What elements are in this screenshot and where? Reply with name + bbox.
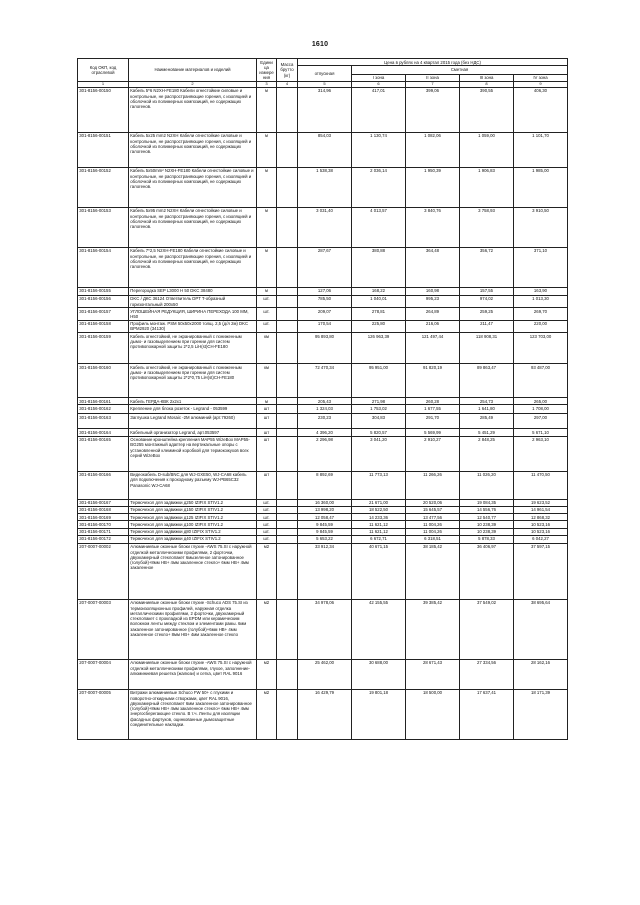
row-zone-1-price: 40 671,15 (352, 543, 406, 599)
row-mass (277, 471, 298, 499)
row-zone-2-price: 399,06 (406, 87, 460, 132)
row-zone-4-price: 19 623,52 (514, 499, 568, 506)
row-mass (277, 333, 298, 364)
row-zone-1-price: 19 801,18 (352, 689, 406, 739)
row-unit: м (257, 167, 277, 207)
row-zone-4-price: 37 597,15 (514, 543, 568, 599)
row-zone-4-price: 123 703,00 (514, 333, 568, 364)
row-zone-2-price: 3 840,76 (406, 207, 460, 247)
row-mass (277, 207, 298, 247)
row-release-price: 1 538,38 (298, 167, 352, 207)
row-name: УГЛОШЕЙНАЯ РЕДУКЦИЯ, ШИРИНА ПЕРЕХОДА 100 ММ, H50 (129, 308, 257, 320)
table-row (78, 535, 568, 543)
row-zone-4-price: 265,00 (514, 398, 568, 405)
row-unit: м (257, 87, 277, 132)
row-zone-3-price: 19 084,35 (460, 499, 514, 506)
row-zone-3-price: 974,02 (460, 295, 514, 307)
row-unit: м2 (257, 543, 277, 599)
row-name: Основание кронштейна крепления MAP55 WizeBox MAP55-BG255 монтажный адаптер на вертикальные опоры с установленной клеммной коробкой для термокожухов всех серий WizeBox (129, 436, 257, 471)
row-unit: м (257, 207, 277, 247)
row-zone-3-price: 14 556,76 (460, 506, 514, 513)
row-zone-1-price: 18 522,50 (352, 506, 406, 513)
row-release-price: 16 360,00 (298, 499, 352, 506)
price-table (77, 58, 568, 740)
col-header-zone-1: I зона (352, 74, 406, 81)
row-release-price: 9 845,59 (298, 528, 352, 535)
row-unit: шт. (257, 528, 277, 535)
row-zone-1-price: 304,83 (352, 414, 406, 429)
row-release-price: 209,07 (298, 308, 352, 320)
row-unit: км (257, 364, 277, 398)
row-code: 301-8156-00158 (78, 320, 129, 332)
row-zone-2-price: 6 318,51 (406, 535, 460, 543)
row-mass (277, 287, 298, 295)
row-release-price: 854,03 (298, 132, 352, 167)
row-zone-4-price: 163,90 (514, 287, 568, 295)
row-name: Кабель огнестойкий, не экранированный с пониженным дымо- и газовыделением при горении для систем противопожарной защиты 2*2*0,75 LiH(st)CH-FE180 (129, 364, 257, 398)
row-unit: м2 (257, 599, 277, 659)
row-release-price: 205,43 (298, 398, 352, 405)
col-header-unit: Едини ца измере ния (257, 59, 277, 82)
row-name: Термочехол для задвижки д250 IZIFIX STIV1.2 (129, 499, 257, 506)
table-row (78, 333, 568, 364)
row-zone-1-price: 126 963,39 (352, 333, 406, 364)
table-row (78, 528, 568, 535)
row-zone-3-price: 5 878,33 (460, 535, 514, 543)
row-zone-1-price: 11 621,12 (352, 521, 406, 528)
row-zone-1-price: 21 671,00 (352, 499, 406, 506)
row-code: 301-8156-00152 (78, 167, 129, 207)
table-row (78, 405, 568, 414)
row-zone-3-price: 11 026,20 (460, 471, 514, 499)
row-code: 301-8156-00157 (78, 308, 129, 320)
table-row (78, 514, 568, 521)
row-zone-1-price: 95 951,00 (352, 364, 406, 398)
row-zone-1-price: 6 672,71 (352, 535, 406, 543)
row-zone-2-price: 1 950,39 (406, 167, 460, 207)
col-number: 6 (352, 81, 406, 87)
row-zone-1-price: 271,98 (352, 398, 406, 405)
row-name: Кабель 5x50mm² N2XH-FE180 Кабели огнестойкие силовые и контрольные, не распространяющие горения, с изоляцией и оболочкой из полимерных композиций, не содержащих галогенов. (129, 167, 257, 207)
row-mass (277, 308, 298, 320)
row-zone-2-price: 121 497,44 (406, 333, 460, 364)
row-release-price: 3 031,40 (298, 207, 352, 247)
row-zone-4-price: 269,70 (514, 308, 568, 320)
row-mass (277, 132, 298, 167)
row-name: Заглушка Legrand Mosaic -2M алюминий (арт.79260) (129, 414, 257, 429)
col-number: 4 (277, 81, 298, 87)
row-mass (277, 506, 298, 513)
table-row (78, 414, 568, 429)
table-row (78, 659, 568, 689)
row-unit: м (257, 132, 277, 167)
table-row (78, 599, 568, 659)
row-zone-4-price: 1 013,30 (514, 295, 568, 307)
row-zone-1-price: 30 688,00 (352, 659, 406, 689)
row-unit: м (257, 398, 277, 405)
row-mass (277, 320, 298, 332)
row-code: 301-8156-00167 (78, 499, 129, 506)
row-mass (277, 535, 298, 543)
row-zone-4-price: 3 910,50 (514, 207, 568, 247)
row-zone-2-price: 995,23 (406, 295, 460, 307)
row-code: 301-8156-00159 (78, 333, 129, 364)
row-zone-1-price: 11 773,13 (352, 471, 406, 499)
row-unit: км (257, 333, 277, 364)
row-unit: шт. (257, 499, 277, 506)
row-release-price: 314,96 (298, 87, 352, 132)
row-mass (277, 414, 298, 429)
row-mass (277, 167, 298, 207)
row-zone-3-price: 157,55 (460, 287, 514, 295)
row-zone-4-price: 28 162,16 (514, 659, 568, 689)
row-zone-4-price: 38 695,64 (514, 599, 568, 659)
row-zone-1-price: 168,22 (352, 287, 406, 295)
row-zone-4-price: 1 101,70 (514, 132, 568, 167)
row-unit: м2 (257, 659, 277, 689)
row-code: 301-8156-00154 (78, 247, 129, 287)
row-name: Термочехол для задвижки д125 IZIFIX STIV1.2 (129, 514, 257, 521)
row-code: 207-0007-00003 (78, 599, 129, 659)
row-zone-1-price: 42 155,55 (352, 599, 406, 659)
col-number: 2 (129, 81, 257, 87)
row-code: 301-8156-00162 (78, 405, 129, 414)
row-name: Профиль монтаж. PSM 50x50x2000 толщ. 2,5 (д/л 2м) DKC BPM2920 (34130) (129, 320, 257, 332)
col-header-name: Наименование материалов и изделий (129, 59, 257, 82)
row-code: 207-0007-00002 (78, 543, 129, 599)
row-zone-2-price: 216,06 (406, 320, 460, 332)
row-code: 301-8156-00163 (78, 414, 129, 429)
row-release-price: 25 462,00 (298, 659, 352, 689)
table-row (78, 207, 568, 247)
row-unit: м (257, 247, 277, 287)
row-unit: шт (257, 414, 277, 429)
row-zone-3-price: 211,47 (460, 320, 514, 332)
table-row (78, 471, 568, 499)
row-release-price: 33 912,34 (298, 543, 352, 599)
header-row-1 (78, 59, 568, 66)
col-header-estimate: Сметная (352, 66, 568, 74)
row-zone-3-price: 1 906,83 (460, 167, 514, 207)
row-zone-3-price: 254,73 (460, 398, 514, 405)
col-header-price-group: Цена в рублях на 4 квартал 2015 года (без НДС) (298, 59, 568, 66)
row-code: 301-8156-00164 (78, 429, 129, 436)
row-release-price: 2 296,98 (298, 436, 352, 471)
row-mass (277, 247, 298, 287)
table-row (78, 167, 568, 207)
row-zone-1-price: 417,01 (352, 87, 406, 132)
row-zone-2-price: 2 910,27 (406, 436, 460, 471)
row-code: 301-8156-00170 (78, 521, 129, 528)
row-code: 301-8156-00153 (78, 207, 129, 247)
row-zone-1-price: 5 820,57 (352, 429, 406, 436)
row-zone-1-price: 11 621,12 (352, 528, 406, 535)
page-number: 1610 (311, 41, 329, 48)
row-code: 301-8156-00168 (78, 506, 129, 513)
row-release-price: 170,54 (298, 320, 352, 332)
row-mass (277, 659, 298, 689)
row-mass (277, 689, 298, 739)
row-zone-2-price: 364,48 (406, 247, 460, 287)
row-name: Кабельный организатор Legrand, арт.053597 (129, 429, 257, 436)
row-release-price: 34 978,06 (298, 599, 352, 659)
row-code: 301-8156-00166 (78, 471, 129, 499)
row-zone-4-price: 10 523,16 (514, 528, 568, 535)
row-zone-3-price: 390,55 (460, 87, 514, 132)
row-mass (277, 429, 298, 436)
row-zone-1-price: 1 753,02 (352, 405, 406, 414)
row-zone-2-price: 264,89 (406, 308, 460, 320)
row-zone-3-price: 1 059,00 (460, 132, 514, 167)
row-zone-4-price: 406,30 (514, 87, 568, 132)
row-zone-2-price: 38 185,42 (406, 543, 460, 599)
row-code: 301-8156-00150 (78, 87, 129, 132)
table-row (78, 132, 568, 167)
row-zone-4-price: 297,00 (514, 414, 568, 429)
row-zone-4-price: 14 961,54 (514, 506, 568, 513)
row-zone-3-price: 37 549,02 (460, 599, 514, 659)
row-zone-3-price: 17 637,41 (460, 689, 514, 739)
table-row (78, 87, 568, 132)
row-name: Кабель ГЕРДА-КВК 2х2х1 (129, 398, 257, 405)
row-release-price: 5 653,22 (298, 535, 352, 543)
table-row (78, 287, 568, 295)
row-name: Алюминиевые оконные блоки глухие -AWS 75.SI с наружной отделкой металлическими профилями, глухое, заполнение-алюминиевая решетка (жалюзи) и сетка, цвет RAL 9016 (129, 659, 257, 689)
col-header-zone-3: III зона (460, 74, 514, 81)
row-name: Кабель 5x25 mm2 N2XH Кабели огнестойкие силовые и контрольные, не распространяющие горения, с изоляцией и оболочкой из полимерных композиций, не содержащих галогенов. (129, 132, 257, 167)
row-name: Термочехол для задвижки д150 IZIFIX STIV1.2 (129, 506, 257, 513)
row-zone-3-price: 1 641,80 (460, 405, 514, 414)
row-name: Термочехол для задвижки д80 IZIFIX STIV1.2 (129, 528, 257, 535)
row-zone-2-price: 5 569,99 (406, 429, 460, 436)
table-row (78, 364, 568, 398)
row-zone-1-price: 278,81 (352, 308, 406, 320)
row-zone-4-price: 371,10 (514, 247, 568, 287)
row-zone-1-price: 14 233,36 (352, 514, 406, 521)
row-zone-4-price: 93 487,00 (514, 364, 568, 398)
row-release-price: 287,67 (298, 247, 352, 287)
row-zone-1-price: 225,80 (352, 320, 406, 332)
col-number: 1 (78, 81, 129, 87)
row-code: 207-0007-00005 (78, 689, 129, 739)
row-name: Крепление для блока розеток - Legrand - 053599 (129, 405, 257, 414)
table-row (78, 308, 568, 320)
row-name: Кабель огнестойкий, не экранированный с пониженным дымо- и газовыделением при горении для систем противопожарной защиты 2*2,5 LiH(st)CH-FE180 (129, 333, 257, 364)
row-mass (277, 521, 298, 528)
row-code: 207-0007-00004 (78, 659, 129, 689)
row-mass (277, 599, 298, 659)
row-zone-4-price: 11 470,50 (514, 471, 568, 499)
row-code: 301-8156-00165 (78, 436, 129, 471)
row-name: Кабель 5*6 N2XH-FE180 Кабели огнестойкие силовые и контрольные, не распространяющие горения, с изоляцией и оболочкой из полимерных композиций, не содержащих галогенов. (129, 87, 257, 132)
row-zone-3-price: 89 863,47 (460, 364, 514, 398)
row-unit: шт. (257, 535, 277, 543)
row-mass (277, 514, 298, 521)
row-release-price: 230,23 (298, 414, 352, 429)
row-zone-2-price: 11 004,26 (406, 528, 460, 535)
row-name: Видеокабель D-sub/BNC для WJ-GXE50, WJ-CA68 кабель для подключения к проходному разъему WJ-PB65C32 Panasonic WJ-CA68 (129, 471, 257, 499)
col-number: 5 (298, 81, 352, 87)
row-mass (277, 295, 298, 307)
row-code: 301-8156-00172 (78, 535, 129, 543)
row-zone-2-price: 1 082,06 (406, 132, 460, 167)
row-mass (277, 87, 298, 132)
row-zone-3-price: 3 758,93 (460, 207, 514, 247)
row-zone-2-price: 13 477,56 (406, 514, 460, 521)
table-row (78, 429, 568, 436)
row-zone-2-price: 291,70 (406, 414, 460, 429)
row-zone-2-price: 15 645,57 (406, 506, 460, 513)
row-zone-2-price: 39 385,42 (406, 599, 460, 659)
col-header-mass: Масса брутто (кг) (277, 59, 298, 82)
table-row (78, 543, 568, 599)
row-mass (277, 436, 298, 471)
row-zone-4-price: 18 171,39 (514, 689, 568, 739)
row-zone-2-price: 11 266,26 (406, 471, 460, 499)
table-row (78, 320, 568, 332)
col-number: 8 (460, 81, 514, 87)
row-release-price: 95 893,80 (298, 333, 352, 364)
row-zone-4-price: 220,00 (514, 320, 568, 332)
row-code: 301-8156-00155 (78, 287, 129, 295)
row-code: 301-8156-00161 (78, 398, 129, 405)
row-zone-3-price: 5 451,29 (460, 429, 514, 436)
row-release-price: 13 998,20 (298, 506, 352, 513)
row-zone-2-price: 18 500,00 (406, 689, 460, 739)
col-header-release: отпускная (298, 66, 352, 82)
col-number: 3 (257, 81, 277, 87)
row-zone-2-price: 91 820,19 (406, 364, 460, 398)
row-zone-1-price: 380,88 (352, 247, 406, 287)
row-zone-4-price: 6 042,27 (514, 535, 568, 543)
row-name: Перегородка SEP L3000 H 50 DKC 38480 (129, 287, 257, 295)
row-zone-4-price: 1 985,00 (514, 167, 568, 207)
col-header-code: Код ОКП, код отраслевой (78, 59, 129, 82)
row-mass (277, 364, 298, 398)
row-name: Термочехол для задвижки д100 IZIFIX STIV1.2 (129, 521, 257, 528)
row-zone-4-price: 10 523,16 (514, 521, 568, 528)
row-code: 301-8156-00156 (78, 295, 129, 307)
row-unit: шт. (257, 320, 277, 332)
row-zone-4-price: 1 708,00 (514, 405, 568, 414)
row-code: 301-8156-00151 (78, 132, 129, 167)
table-row (78, 689, 568, 739)
row-unit: шт (257, 405, 277, 414)
row-release-price: 16 429,79 (298, 689, 352, 739)
row-zone-4-price: 12 868,32 (514, 514, 568, 521)
row-unit: шт (257, 436, 277, 471)
row-zone-2-price: 1 677,55 (406, 405, 460, 414)
col-number: 7 (406, 81, 460, 87)
row-unit: шт. (257, 295, 277, 307)
row-release-price: 1 324,03 (298, 405, 352, 414)
table-body (78, 87, 568, 739)
row-mass (277, 543, 298, 599)
row-mass (277, 398, 298, 405)
row-release-price: 4 396,20 (298, 429, 352, 436)
row-zone-2-price: 20 520,06 (406, 499, 460, 506)
row-zone-3-price: 259,25 (460, 308, 514, 320)
table-row (78, 436, 568, 471)
col-header-zone-2: II зона (406, 74, 460, 81)
row-unit: шт. (257, 506, 277, 513)
row-zone-2-price: 28 671,43 (406, 659, 460, 689)
row-name: DKC / ДКС 36124 Ответвитель DPT T-образный горизонтальный 200x50 (129, 295, 257, 307)
row-zone-3-price: 10 238,39 (460, 521, 514, 528)
row-unit: м (257, 287, 277, 295)
row-zone-4-price: 5 671,10 (514, 429, 568, 436)
row-zone-1-price: 4 013,57 (352, 207, 406, 247)
row-mass (277, 499, 298, 506)
row-name: Термочехол для задвижки д40 IZIFIX STIV1.2 (129, 535, 257, 543)
row-unit: шт. (257, 514, 277, 521)
row-zone-3-price: 27 334,56 (460, 659, 514, 689)
row-unit: м2 (257, 689, 277, 739)
row-code: 301-8156-00160 (78, 364, 129, 398)
row-unit: шт (257, 471, 277, 499)
table-row (78, 521, 568, 528)
col-number: 9 (514, 81, 568, 87)
row-release-price: 72 470,34 (298, 364, 352, 398)
row-unit: шт. (257, 308, 277, 320)
row-unit: шт (257, 429, 277, 436)
row-zone-3-price: 118 908,31 (460, 333, 514, 364)
table-row (78, 295, 568, 307)
row-zone-4-price: 2 963,10 (514, 436, 568, 471)
row-code: 301-8156-00171 (78, 528, 129, 535)
table-row (78, 247, 568, 287)
row-zone-2-price: 160,98 (406, 287, 460, 295)
row-name: Кабель 5x95 mm2 N2XH Кабели огнестойкие силовые и контрольные, не распространяющие горения, с изоляцией и оболочкой из полимерных композиций, не содержащих галогенов. (129, 207, 257, 247)
row-code: 301-8156-00169 (78, 514, 129, 521)
row-release-price: 9 845,59 (298, 521, 352, 528)
table-row (78, 506, 568, 513)
row-zone-2-price: 11 004,26 (406, 521, 460, 528)
row-zone-3-price: 285,49 (460, 414, 514, 429)
row-zone-3-price: 2 848,25 (460, 436, 514, 471)
table-row (78, 398, 568, 405)
row-zone-3-price: 12 540,77 (460, 514, 514, 521)
row-zone-1-price: 1 040,01 (352, 295, 406, 307)
row-release-price: 8 892,69 (298, 471, 352, 499)
row-mass (277, 528, 298, 535)
row-release-price: 785,50 (298, 295, 352, 307)
row-zone-1-price: 3 041,20 (352, 436, 406, 471)
row-name: Алюминиевые оконные блоки глухие -Schuco ADS 75.SI из термоизоляционных профилей, наружная отделка металлическими профилями, 2 форточки, двухкамерный стеклопакет с прокладкой из EPDM или керамическим волокном ленты между стеклом и элементами рамы. 6мм закаленное затонированное (голубой)+6мм НВ+ 4мм закаленное стекло+ 8мм НВ+ 4мм закаленное стекло (129, 599, 257, 659)
row-name: Кабель 7*2,5 N2XH-FE180 Кабели огнестойкие силовые и контрольные, не распространяющие горения, с изоляцией и оболочкой из полимерных композиций, не содержащих галогенов. (129, 247, 257, 287)
row-release-price: 12 058,47 (298, 514, 352, 521)
row-name: Витражи алюминиевые Schuco FW 50+ с глухими и поворотно-откидными створками, цвет RAL 9016, двухкамерный стеклопакет 6мм закаленное затонированное (голубой)+8мм НВ+ 4мм закаленное стекло+ 6мм НВ+ 4мм энергосберегающее стекло. В т.ч. Ленты для изоляции фасадных фартуков, оцинкованные дымозащитные соединительные накладки. (129, 689, 257, 739)
row-name: Алюминиевые оконные блоки глухие -AWS 75.SI с наружной отделкой металлическими профилями, 2 форточки, двухкамерный стеклопакет 6мызеленое затонированное (голубой)+8мм НВ+ 4мм закаленное стекло+ 6мм НВ+ 4мм закаленное (129, 543, 257, 599)
row-release-price: 127,06 (298, 287, 352, 295)
col-header-zone-4: IV зона (514, 74, 568, 81)
row-zone-1-price: 2 036,14 (352, 167, 406, 207)
row-zone-3-price: 356,72 (460, 247, 514, 287)
row-zone-1-price: 1 130,74 (352, 132, 406, 167)
row-zone-3-price: 10 238,39 (460, 528, 514, 535)
row-unit: шт. (257, 521, 277, 528)
row-zone-3-price: 36 406,97 (460, 543, 514, 599)
table-row (78, 499, 568, 506)
row-mass (277, 405, 298, 414)
row-zone-2-price: 260,28 (406, 398, 460, 405)
